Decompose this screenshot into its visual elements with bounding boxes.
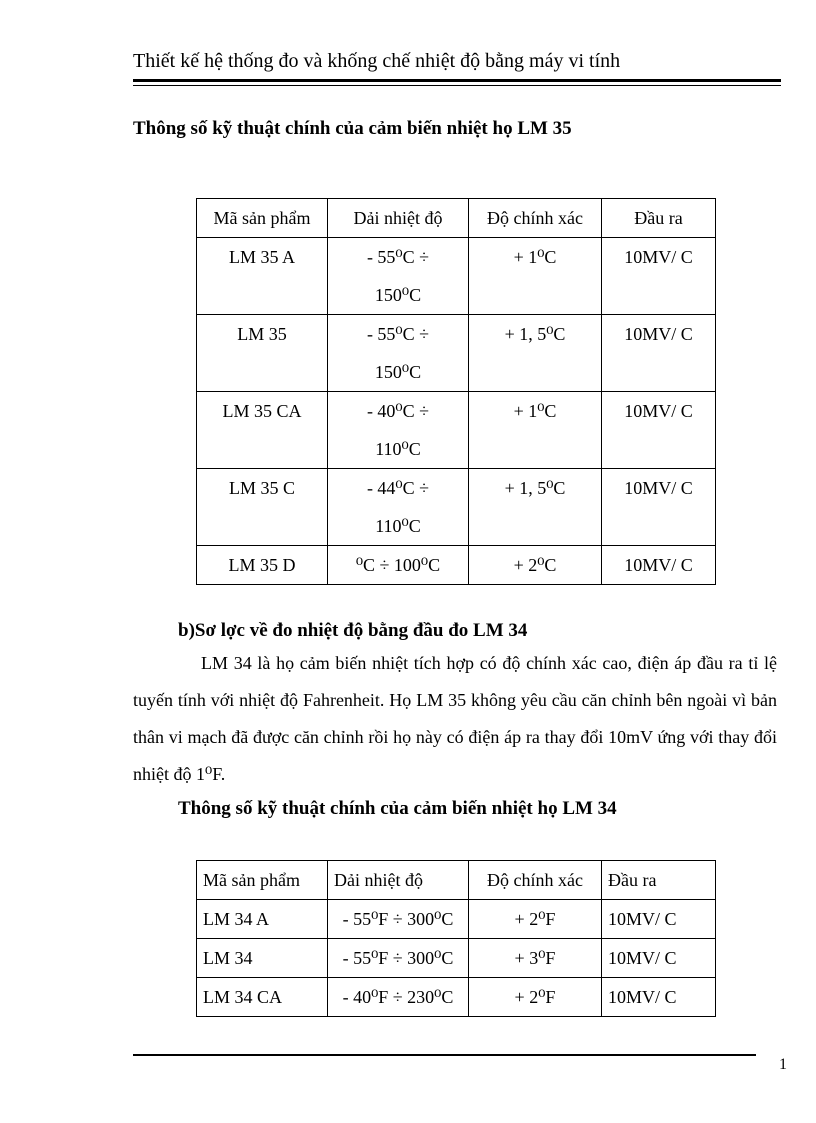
range-cell: ⁰C ÷ 100⁰C	[328, 546, 469, 585]
range-cell	[328, 238, 469, 315]
accuracy-cell: + 1, 5⁰C	[469, 315, 602, 392]
accuracy-cell: + 2⁰F	[469, 978, 602, 1017]
output-cell: 10MV/ C	[602, 900, 716, 939]
model-cell: LM 34 CA	[197, 978, 328, 1017]
table-row	[197, 238, 716, 315]
table-row	[197, 900, 716, 939]
accuracy-cell: + 2⁰C	[469, 546, 602, 585]
output-cell: 10MV/ C	[602, 978, 716, 1017]
model-cell: LM 35 CA	[197, 392, 328, 469]
accuracy-cell: + 1⁰C	[469, 392, 602, 469]
model-cell: LM 35 D	[197, 546, 328, 585]
range-cell: - 40⁰F ÷ 230⁰C	[328, 978, 469, 1017]
column-header: Dải nhiệt độ	[328, 199, 469, 238]
column-header: Đầu ra	[602, 199, 716, 238]
lm34-spec-table	[196, 860, 716, 1017]
footer-rule	[133, 1054, 756, 1056]
range-line: - 55⁰C ÷	[366, 247, 430, 267]
range-line: - 55⁰C ÷	[366, 324, 430, 344]
output-cell: 10MV/ C	[602, 546, 716, 585]
model-cell: LM 35 C	[197, 469, 328, 546]
section-b-heading: b)Sơ lợc về đo nhiệt độ bằng đầu đo LM 34	[178, 620, 528, 641]
range-line: 110⁰C	[375, 439, 421, 459]
table-row	[197, 978, 716, 1017]
accuracy-cell: + 2⁰F	[469, 900, 602, 939]
output-cell: 10MV/ C	[602, 315, 716, 392]
header-rule-thick	[133, 79, 781, 82]
range-cell	[328, 315, 469, 392]
output-cell: 10MV/ C	[602, 238, 716, 315]
model-cell: LM 34 A	[197, 900, 328, 939]
page-number: 1	[779, 1056, 787, 1073]
accuracy-cell: + 1⁰C	[469, 238, 602, 315]
lm35-spec-table	[196, 198, 716, 585]
table-header-row	[197, 861, 716, 900]
table-row	[197, 939, 716, 978]
column-header: Độ chính xác	[469, 861, 602, 900]
table-row	[197, 392, 716, 469]
model-cell: LM 35 A	[197, 238, 328, 315]
output-cell: 10MV/ C	[602, 392, 716, 469]
range-line: 150⁰C	[374, 285, 422, 305]
column-header: Dải nhiệt độ	[328, 861, 469, 900]
header-rule-thin	[133, 85, 781, 86]
column-header: Mã sản phẩm	[197, 861, 328, 900]
lm34-spec-heading: Thông số kỹ thuật chính của cảm biến nhiệt họ LM 34	[178, 798, 617, 819]
range-cell: - 55⁰F ÷ 300⁰C	[328, 900, 469, 939]
table-row	[197, 546, 716, 585]
model-cell: LM 34	[197, 939, 328, 978]
column-header: Độ chính xác	[469, 199, 602, 238]
document-header-title: Thiết kế hệ thống đo và khống chế nhiệt độ bằng máy vi tính	[133, 50, 621, 72]
column-header: Đầu ra	[602, 861, 716, 900]
output-cell: 10MV/ C	[602, 469, 716, 546]
range-line: 110⁰C	[375, 516, 421, 536]
range-line: - 44⁰C ÷	[366, 478, 430, 498]
range-cell	[328, 469, 469, 546]
table-header-row	[197, 199, 716, 238]
model-cell: LM 35	[197, 315, 328, 392]
column-header: Mã sản phẩm	[197, 199, 328, 238]
range-cell	[328, 392, 469, 469]
lm35-spec-heading: Thông số kỹ thuật chính của cảm biến nhiệt họ LM 35	[133, 118, 572, 139]
table-row	[197, 469, 716, 546]
range-cell: - 55⁰F ÷ 300⁰C	[328, 939, 469, 978]
range-line: 150⁰C	[374, 362, 422, 382]
paragraph-text: LM 34 là họ cảm biến nhiệt tích hợp có độ chính xác cao, điện áp đầu ra tỉ lệ tuyến tính với nhiệt độ Fahrenheit. Họ LM 35 không yêu cầu căn chỉnh bên ngoài vì bản thân vi mạch đã được căn chỉnh rồi họ này có điện áp ra thay đổi 10mV ứng với thay đổi nhiệt độ 1⁰F.	[133, 653, 777, 784]
accuracy-cell: + 3⁰F	[469, 939, 602, 978]
section-b-paragraph	[133, 645, 777, 793]
table-row	[197, 315, 716, 392]
accuracy-cell: + 1, 5⁰C	[469, 469, 602, 546]
range-line: - 40⁰C ÷	[366, 401, 430, 421]
output-cell: 10MV/ C	[602, 939, 716, 978]
